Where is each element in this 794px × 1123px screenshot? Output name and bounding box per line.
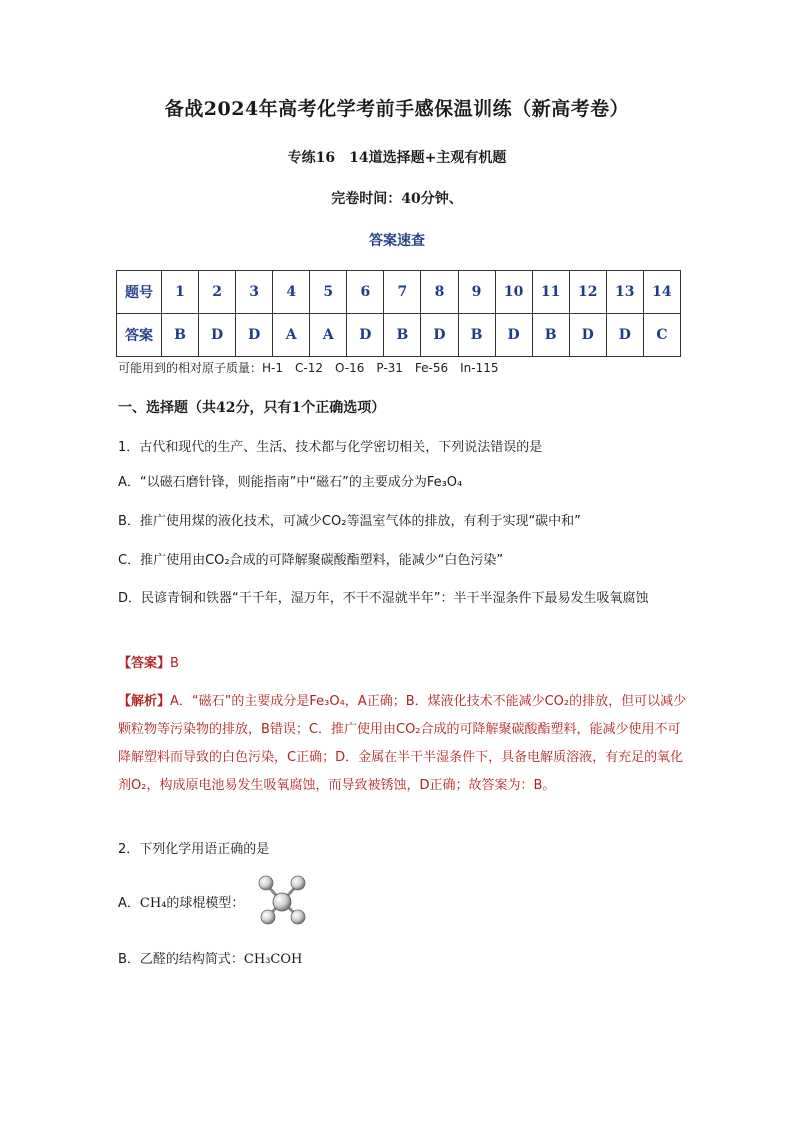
answer-letter: D bbox=[199, 314, 236, 357]
option-a-prefix: A． bbox=[118, 896, 140, 911]
answer-value: B bbox=[170, 656, 179, 671]
answer-letter: B bbox=[162, 314, 199, 357]
ch4-formula: CH₄ bbox=[139, 896, 167, 911]
answer-table bbox=[116, 270, 681, 357]
answer-letter: B bbox=[458, 314, 495, 357]
answer-letter: D bbox=[421, 314, 458, 357]
answer-letter: D bbox=[606, 314, 643, 357]
option-b-prefix: B．乙醛的结构简式： bbox=[118, 952, 244, 967]
answer-letter: D bbox=[236, 314, 273, 357]
question-number: 8 bbox=[421, 271, 458, 314]
analysis-tag: 【解析】 bbox=[118, 694, 171, 709]
answer-tag: 【答案】 bbox=[118, 656, 171, 671]
answer-letter: D bbox=[569, 314, 606, 357]
question-1-option-a: A．“以磁石磨针锋，则能指南”中“磁石”的主要成分为Fe₃O₄ bbox=[118, 475, 463, 490]
question-number: 7 bbox=[384, 271, 421, 314]
question-2-option-b bbox=[118, 948, 302, 967]
answer-letter: C bbox=[643, 314, 680, 357]
question-1-option-d: D．民谚青铜和铁器“干千年，湿万年，不干不湿就半年”：半干半湿条件下最易发生吸氧腐蚀 bbox=[118, 591, 649, 606]
answer-letter: A bbox=[310, 314, 347, 357]
question-number: 5 bbox=[310, 271, 347, 314]
page-subtitle: 专练16 14道选择题+主观有机题 bbox=[287, 150, 507, 166]
question-1-analysis bbox=[118, 688, 690, 800]
question-number: 1 bbox=[162, 271, 199, 314]
question-number: 2 bbox=[199, 271, 236, 314]
question-number: 6 bbox=[347, 271, 384, 314]
answer-letter: D bbox=[495, 314, 532, 357]
ch4-ball-and-stick-model-icon bbox=[254, 874, 312, 931]
option-a-suffix: 的球棍模型： bbox=[166, 896, 245, 911]
page-title: 备战2024年高考化学考前手感保温训练（新高考卷） bbox=[164, 98, 630, 120]
question-1-option-b: B．推广使用煤的液化技术，可减少CO₂等温室气体的排放，有利于实现“碳中和” bbox=[118, 514, 581, 529]
exam-time: 完卷时间：40分钟、 bbox=[331, 191, 463, 207]
atomic-mass-note: 可能用到的相对原子质量：H-1 C-12 O-16 P-31 Fe-56 In-115 bbox=[118, 361, 499, 375]
question-number: 13 bbox=[606, 271, 643, 314]
question-1-option-c: C．推广使用由CO₂合成的可降解聚碳酸酯塑料，能减少“白色污染” bbox=[118, 553, 504, 568]
question-1-answer bbox=[118, 652, 179, 671]
answer-letter: B bbox=[532, 314, 569, 357]
answer-letter: B bbox=[384, 314, 421, 357]
analysis-text: A．“磁石”的主要成分是Fe₃O₄，A正确；B．煤液化技术不能减少CO₂的排放，但可以减少颗粒物等污染物的排放，B错误；C．推广使用由CO₂合成的可降解聚碳酸酯塑料，能减少使用不可降解塑料而导致的白色污染，C正确；D．金属在半干半湿条件下，具备电解质溶液，有充足的氧化剂O₂，构成原电池易发生吸氧腐蚀，而导致被锈蚀，D正确；故答案为：B。 bbox=[118, 694, 687, 793]
answer-table-answer-label: 答案 bbox=[117, 314, 162, 357]
answer-letter: D bbox=[347, 314, 384, 357]
answer-letter: A bbox=[273, 314, 310, 357]
question-1-stem: 1．古代和现代的生产、生活、技术都与化学密切相关，下列说法错误的是 bbox=[118, 440, 543, 455]
question-number: 3 bbox=[236, 271, 273, 314]
question-number: 10 bbox=[495, 271, 532, 314]
answer-table-number-row bbox=[117, 271, 681, 314]
question-2-stem: 2．下列化学用语正确的是 bbox=[118, 842, 270, 857]
question-number: 12 bbox=[569, 271, 606, 314]
quick-answer-heading: 答案速查 bbox=[369, 233, 425, 249]
question-number: 9 bbox=[458, 271, 495, 314]
section-heading: 一、选择题（共42分，只有1个正确选项） bbox=[118, 400, 386, 416]
answer-table-answer-row bbox=[117, 314, 681, 357]
question-number: 4 bbox=[273, 271, 310, 314]
question-number: 14 bbox=[643, 271, 680, 314]
question-number: 11 bbox=[532, 271, 569, 314]
answer-table-number-label: 题号 bbox=[117, 271, 162, 314]
question-2-option-a bbox=[118, 892, 244, 911]
acetaldehyde-formula: CH₃COH bbox=[243, 952, 303, 967]
